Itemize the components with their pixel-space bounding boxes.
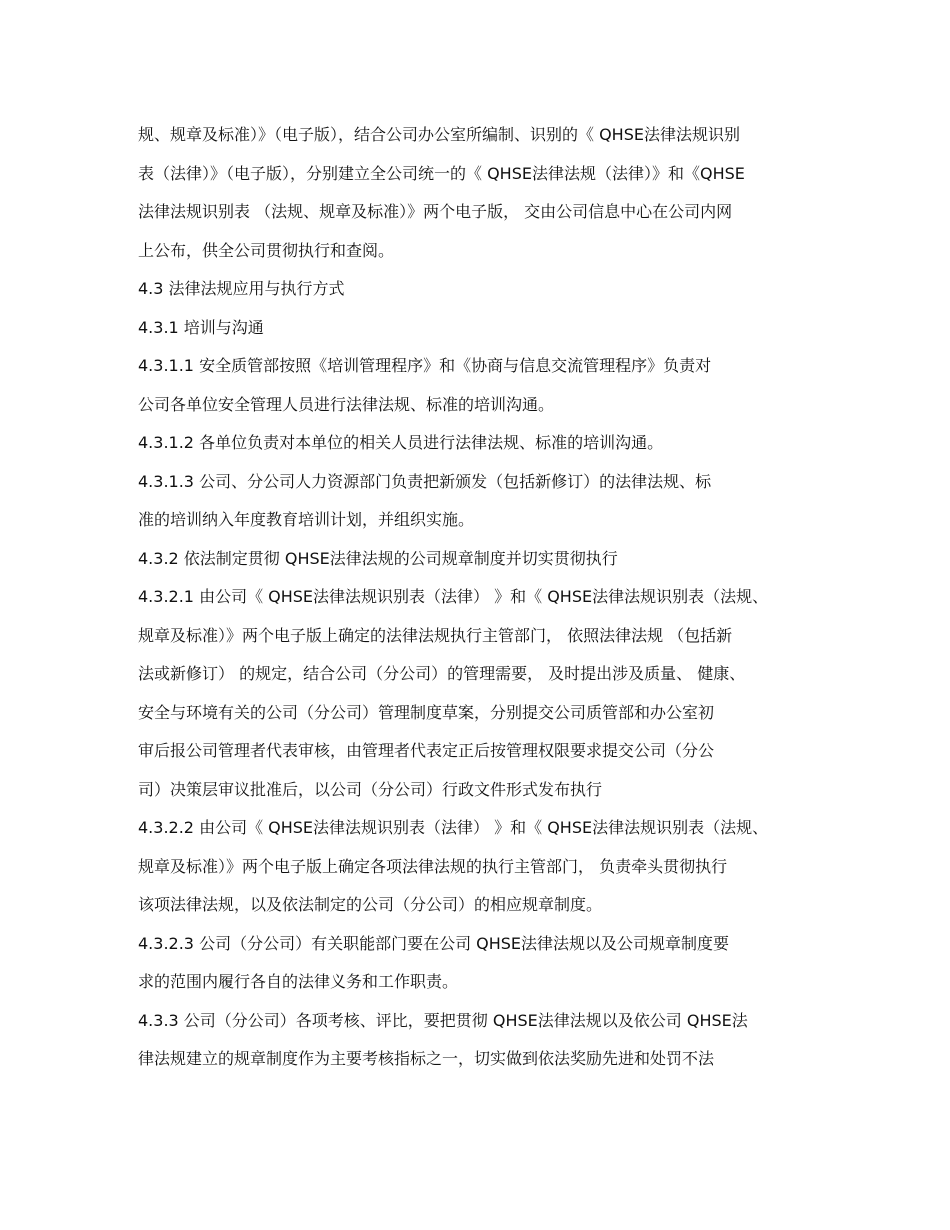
text-line: 表（法律）》（电子版），分别建立全公司统一的《 QHSE法律法规（法律）》和《QHSE xyxy=(138,163,745,183)
text-line: 审后报公司管理者代表审核，由管理者代表定正后按管理权限要求提交公司（分公 xyxy=(138,741,715,760)
text-line: 4.3.1.2 各单位负责对本单位的相关人员进行法律法规、标准的培训沟通。 xyxy=(138,433,664,452)
text-line: 公司各单位安全管理人员进行法律法规、标准的培训沟通。 xyxy=(138,394,555,414)
text-line: 该项法律法规，以及依法制定的公司（分公司）的相应规章制度。 xyxy=(138,895,603,914)
text-line: 律法规建立的规章制度作为主要考核指标之一，切实做到依法奖励先进和处罚不法 xyxy=(138,1049,715,1068)
text-line: 4.3.1.1 安全质管部按照《培训管理程序》和《协商与信息交流管理程序》负责对 xyxy=(138,356,712,375)
text-line: 4.3.3 公司（分公司）各项考核、评比，要把贯彻 QHSE法律法规以及依公司 QHSE法 xyxy=(138,1010,748,1030)
text-line: 上公布，供全公司贯彻执行和查阅。 xyxy=(138,240,395,260)
text-line: 安全与环境有关的公司（分公司）管理制度草案，分别提交公司质管部和办公室初 xyxy=(138,702,715,722)
text-line: 规章及标准）》两个电子版上确定的法律法规执行主管部门， 依照法律法规 （包括新 xyxy=(138,625,733,645)
text-line: 4.3.2.1 由公司《 QHSE法律法规识别表（法律） 》和《 QHSE法律法规识别表（法规、 xyxy=(138,587,769,606)
text-line: 4.3.2.2 由公司《 QHSE法律法规识别表（法律） 》和《 QHSE法律法规识别表（法规、 xyxy=(138,818,769,837)
text-line: 司）决策层审议批准后，以公司（分公司）行政文件形式发布执行 xyxy=(138,779,603,799)
text-line: 求的范围内履行各自的法律义务和工作职责。 xyxy=(138,972,459,991)
text-line: 4.3.1.3 公司、分公司人力资源部门负责把新颁发（包括新修订）的法律法规、标 xyxy=(138,471,712,491)
section-heading: 4.3 法律法规应用与执行方式 xyxy=(138,279,345,298)
text-line: 规章及标准）》两个电子版上确定各项法律法规的执行主管部门， 负责牵头贯彻执行 xyxy=(138,856,728,876)
document-body xyxy=(138,123,828,1086)
text-line: 法律法规识别表 （法规、规章及标准）》两个电子版， 交由公司信息中心在公司内网 xyxy=(138,202,733,221)
text-line: 4.3.2.3 公司（分公司）有关职能部门要在公司 QHSE法律法规以及公司规章制度要 xyxy=(138,933,730,953)
section-heading: 4.3.2 依法制定贯彻 QHSE法律法规的公司规章制度并切实贯彻执行 xyxy=(138,548,618,568)
text-line: 规、规章及标准）》（电子版），结合公司办公室所编制、识别的《 QHSE法律法规识别 xyxy=(138,125,740,144)
text-line: 准的培训纳入年度教育培训计划，并组织实施。 xyxy=(138,510,475,529)
text-line: 法或新修订） 的规定，结合公司（分公司）的管理需要， 及时提出涉及质量、 健康、 xyxy=(138,664,746,683)
section-heading: 4.3.1 培训与沟通 xyxy=(138,317,264,337)
